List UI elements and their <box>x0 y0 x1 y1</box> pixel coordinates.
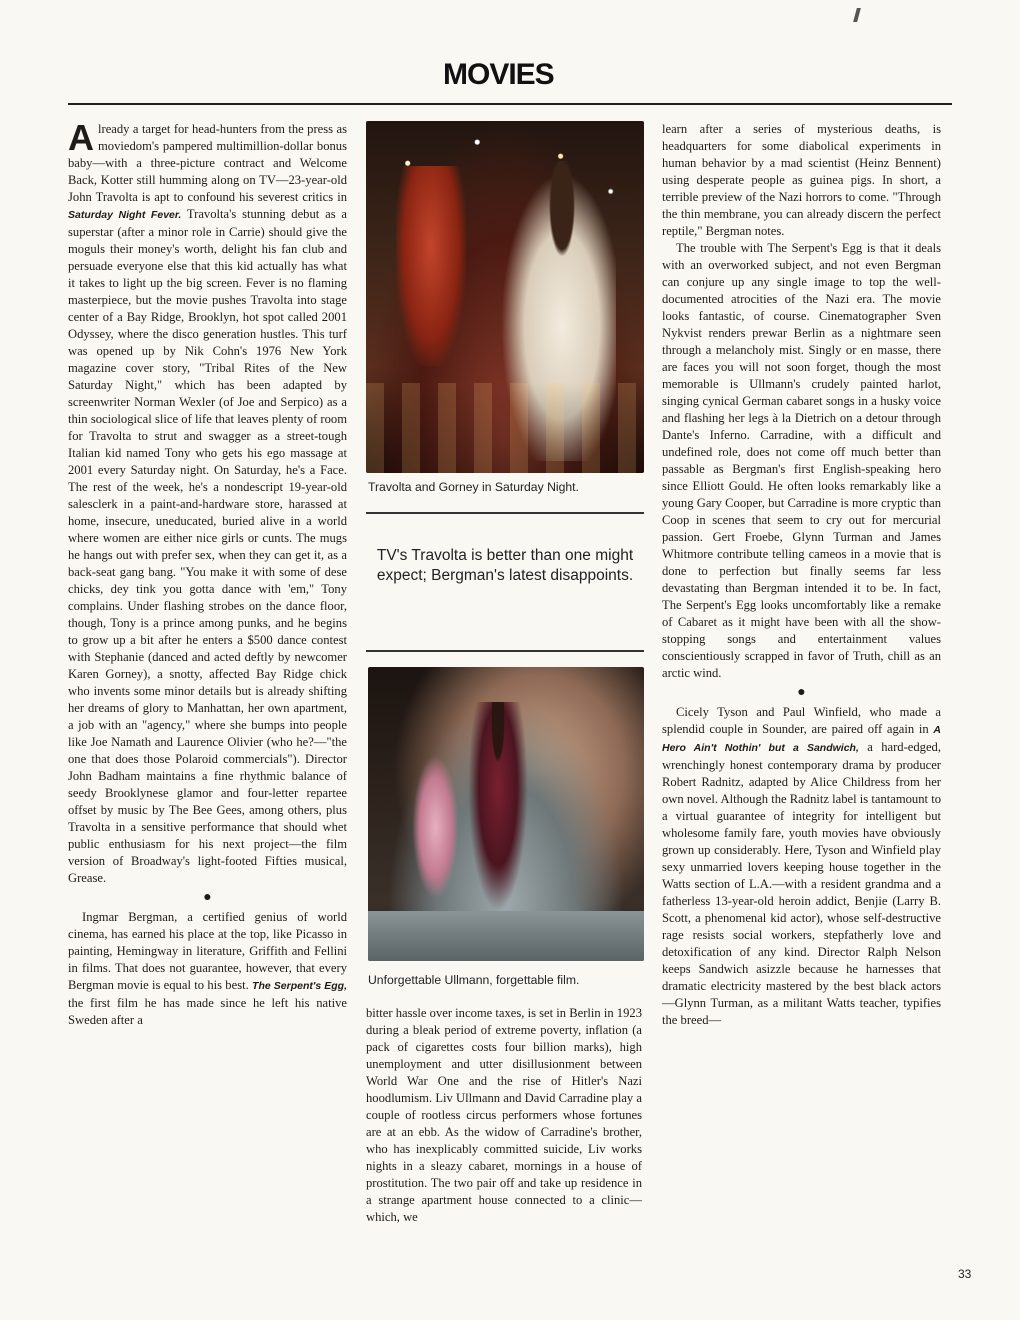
photo-stage <box>368 911 644 961</box>
paragraph-text: learn after a series of mysterious deaths, is headquarters for some diabolical experiments in human behavior by a mad scientist (Heinz Bennent) using desperate people as guinea pigs. In short, a terrible preview of the Nazi horrors to come. "Through the thin membrane, you can already discern the perfect reptile," Bergman notes. <box>662 122 941 238</box>
paragraph-text: Cicely Tyson and Paul Winfield, who made a splendid couple in Sounder, are paired off again in <box>662 705 941 736</box>
pullquote-rule-bottom <box>366 650 644 652</box>
section-bullet: ● <box>203 890 212 905</box>
section-bullet: ● <box>797 685 806 700</box>
paragraph-text: Ingmar Bergman, a certified genius of world cinema, has earned his place at the top, like Picasso in painting, Hemingway in literature, Griffith and Fellini in films. That does not guarantee, however, that every Bergman movie is equal to his best. <box>68 910 347 992</box>
film-title: The Serpent's Egg, <box>252 980 348 992</box>
article-column-2 <box>366 1005 642 1226</box>
paragraph-travolta <box>68 117 347 887</box>
pull-quote: TV's Travolta is better than one might expect; Bergman's latest disappoints. <box>376 547 634 584</box>
film-title: A Hero Ain't Nothin' but a Sandwich, <box>662 724 941 754</box>
paragraph-text: bitter hassle over income taxes, is set in Berlin in 1923 during a bleak period of extreme poverty, inflation (a pack of cigarettes costs four billion marks), high unemployment and utter disillusionment between World War One and the rise of Hitler's Nazi hoodlumism. Liv Ullmann and David Carradine play a couple of rootless circus performers whose fortunes are at an ebb. As the widow of Carradine's brother, who has inexplicably committed suicide, Liv works nights in a sleazy cabaret, mornings in a house of prostitution. The two pair off and take up residence in a strange apartment house connected to a clinic—which, we <box>366 1006 642 1224</box>
photo-floor <box>366 383 644 473</box>
film-title: Saturday Night Fever. <box>68 209 182 221</box>
paragraph-hero-sandwich <box>662 704 941 1029</box>
article-column-3 <box>662 121 941 1029</box>
paragraph-text: The trouble with The Serpent's Egg is that it deals with an overworked subject, and not even Bergman can conjure up any single image to top the well-documented atrocities of the Nazi era. The movie looks fantastic, of course. Cinematographer Sven Nykvist renders prewar Berlin as a nightmare seen through a melancholy mist. Singly or en masse, there are faces you will not soon forget, though the most memorable is Ullmann's crudely painted harlot, singing cynical German cabaret songs in a husky voice and flashing her legs à la Dietrich on a detour through Dante's Inferno. Carradine, with a difficult and undefined role, does not come off much better than passable as Bergman's first English-speaking hero since Elliott Gould. He often looks remarkably like a young Gary Cooper, but Carradine is more cryptic than Coop in scenes that seem to cry out for mercurial passion. Gert Froebe, Glynn Turman and James Whitmore contribute telling cameos in a movie that is done to perfection but finally seems far less devastating than Bergman intended it to be. In fact, The Serpent's Egg looks uncomfortably like a remake of Cabaret as it might have been with all the show-stopping songs and entertainment values conscientiously scrapped in favor of Truth, chill as an arctic wind. <box>662 241 941 680</box>
article-column-1 <box>68 117 348 1029</box>
paragraph-text: Travolta's stunning debut as a superstar (after a minor role in Carrie) should give the moguls their money's worth, delight his fan club and persuade everyone else that this kid actually has what it takes to light up the big screen. Fever is no flaming masterpiece, but the movie pushes Travolta into stage center of a Bay Ridge, Brooklyn, hot spot called 2001 Odyssey, where the disco generation hustles. This turf was opened up by Nik Cohn's 1976 New York magazine cover story, "Tribal Rites of the New Saturday Night," which has been adapted by screenwriter Norman Wexler (of Joe and Serpico) as a thin sociological slice of life that leaves plenty of room for Travolta to strut and swagger as a street-tough Italian kid named Tony who gets his ego massage at 2001 every Saturday night. On Saturday, he's a Face. The rest of the week, he's a nondescript 19-year-old salesclerk in a paint-and-hardware store, harassed at home, insecure, uneducated, buried alive in a world where women are either nice girls or cunts. The mugs he hangs out with prefer sex, when they can get it, as a back-seat gang bang. "You make it with some of dese chicks, dey tink you gotta dance with 'em," Tony complains. Under flashing strobes on the dance floor, though, Tony is a prince among punks, and he begins to grow up a bit after he enters a $500 dance contest with Stephanie (danced and acted deftly by newcomer Karen Gorney), a snotty, affected Bay Ridge chick who invents some minor details but is already shifting her dreams of glory to Manhattan, her own apartment, a job with an "agency," where she bumps into people like Joe Namath and Laurence Olivier (who he?—"the one that does those Polaroid commercials"). Director John Badham maintains a fine rhythmic balance of seedy Brooklynese glamor and four-letter repartee offset by music by The Bee Gees, among others, plus Travolta in a sensitive performance that should whet public enthusiasm for his next project—the film version of Broadway's light-footed Fifties musical, Grease. <box>68 207 347 885</box>
photo-dance-floor <box>366 121 644 473</box>
photo-cabaret <box>368 667 644 961</box>
section-title: MOVIES <box>443 58 554 91</box>
pullquote-rule-top <box>366 512 644 514</box>
paragraph-text: lready a target for head-hunters from the press as moviedom's pampered multimillion-dollar bonus baby—with a three-picture contract and Welcome Back, Kotter still humming along on TV—23-year-old John Travolta is apt to confound his severest critics in <box>68 122 347 204</box>
photo-figure-woman <box>396 166 466 366</box>
photo-boa <box>413 757 458 897</box>
photo-caption: Unforgettable Ullmann, forgettable film. <box>368 973 580 987</box>
paragraph-text: a hard-edged, wrenchingly honest contemporary drama by producer Robert Radnitz, adapted by Alice Childress from her own novel. Although the Radnitz label is tantamount to a virtual guarantee of integrity for intelligent but wholesome family fare, youth movies have obviously grown up considerably. Here, Tyson and Winfield play sexy unmarried lovers keeping house together in the Watts section of L.A.—with a resident grandma and a fatherless 13-year-old heroin addict, Benjie (Larry B. Scott, a phenomenal kid actor), whose self-destructive rage resists social workers, stepfatherly love and detoxification of any kind. Director Ralph Nelson keeps Sandwich asizzle because he harnesses that dramatic electricity mastered by the best black actors—Glynn Turman, as a militant Watts teacher, typifies the breed— <box>662 740 941 1027</box>
drop-cap: A <box>68 117 94 158</box>
header-rule <box>68 103 952 105</box>
corner-mark <box>853 8 861 22</box>
page-number: 33 <box>958 1267 972 1281</box>
photo-caption: Travolta and Gorney in Saturday Night. <box>368 480 579 494</box>
paragraph-text: the first film he has made since he left his native Sweden after a <box>68 996 347 1027</box>
paragraph-bergman <box>68 909 347 1029</box>
photo-figure-performer <box>468 702 528 912</box>
